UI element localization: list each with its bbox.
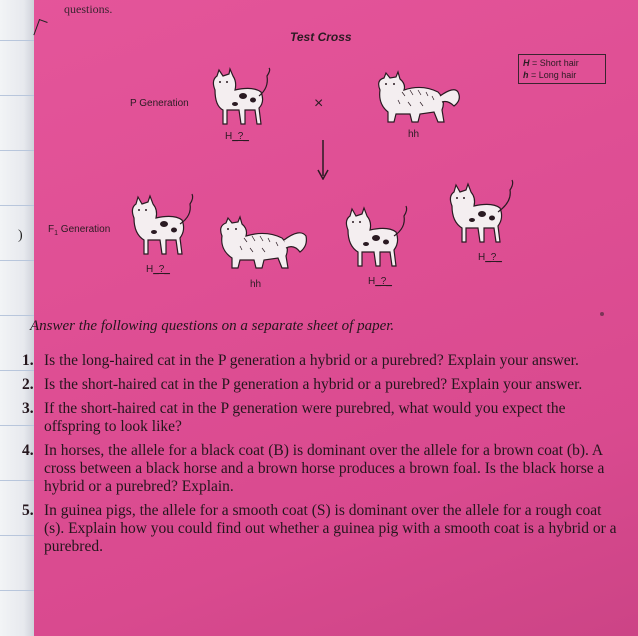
- f1-cat-2-genotype: hh: [250, 279, 262, 290]
- f1-short-hair-cat-3-icon: [444, 178, 518, 246]
- allele-key: [518, 54, 606, 84]
- f1-short-hair-cat-1-icon: [126, 192, 198, 258]
- instructions-text: Answer the following questions on a separate sheet of paper.: [30, 318, 395, 334]
- long-hair-cat-icon: [372, 70, 464, 126]
- margin-parenthesis: ): [18, 228, 23, 243]
- f1-cat-3-genotype: H_?_: [368, 276, 392, 287]
- cross-symbol: ×: [314, 95, 324, 112]
- key-short-hair: H = Short hair: [523, 58, 579, 68]
- p-long-cat-genotype: hh: [408, 129, 420, 140]
- f1-cat-4-genotype: H_?_: [478, 252, 502, 263]
- p-short-cat-genotype: H_?_: [225, 131, 249, 142]
- question-item: 4. In horses, the allele for a black coat (B) is dominant over the allele for a brown coat (b). A cross between a black horse and a brown horse produces a brown foal. Is the black horse a hybrid or a purebred? Explain.: [22, 442, 605, 495]
- key-long-hair: h = Long hair: [523, 70, 577, 80]
- diagram-title: Test Cross: [290, 30, 352, 44]
- cutoff-heading-text: questions.: [64, 2, 113, 16]
- pen-mark: [33, 19, 47, 38]
- p-generation-label: P Generation: [130, 98, 189, 109]
- down-arrow-icon: [316, 140, 330, 180]
- f1-short-hair-cat-2-icon: [340, 204, 412, 270]
- f1-cat-1-genotype: H_?_: [146, 264, 170, 275]
- f1-generation-label: $F_1$ Generation: [48, 224, 111, 237]
- ink-smudge: [600, 312, 604, 316]
- short-hair-cat-icon: [205, 66, 275, 128]
- question-item: 2. Is the short-haired cat in the P generation a hybrid or a purebred? Explain your answer.: [22, 376, 583, 393]
- f1-long-hair-cat-icon: [214, 214, 310, 272]
- question-item: 3. If the short-haired cat in the P generation were purebred, what would you expect the offspring to look like?: [22, 400, 566, 435]
- question-list: [22, 352, 622, 562]
- question-item: 5. In guinea pigs, the allele for a smooth coat (S) is dominant over the allele for a rough coat (s). Explain how you could find out whether a guinea pig with a smooth coat is a hybrid or a purebred.: [22, 502, 617, 555]
- question-item: 1. Is the long-haired cat in the P generation a hybrid or a purebred? Explain your answer.: [22, 352, 579, 369]
